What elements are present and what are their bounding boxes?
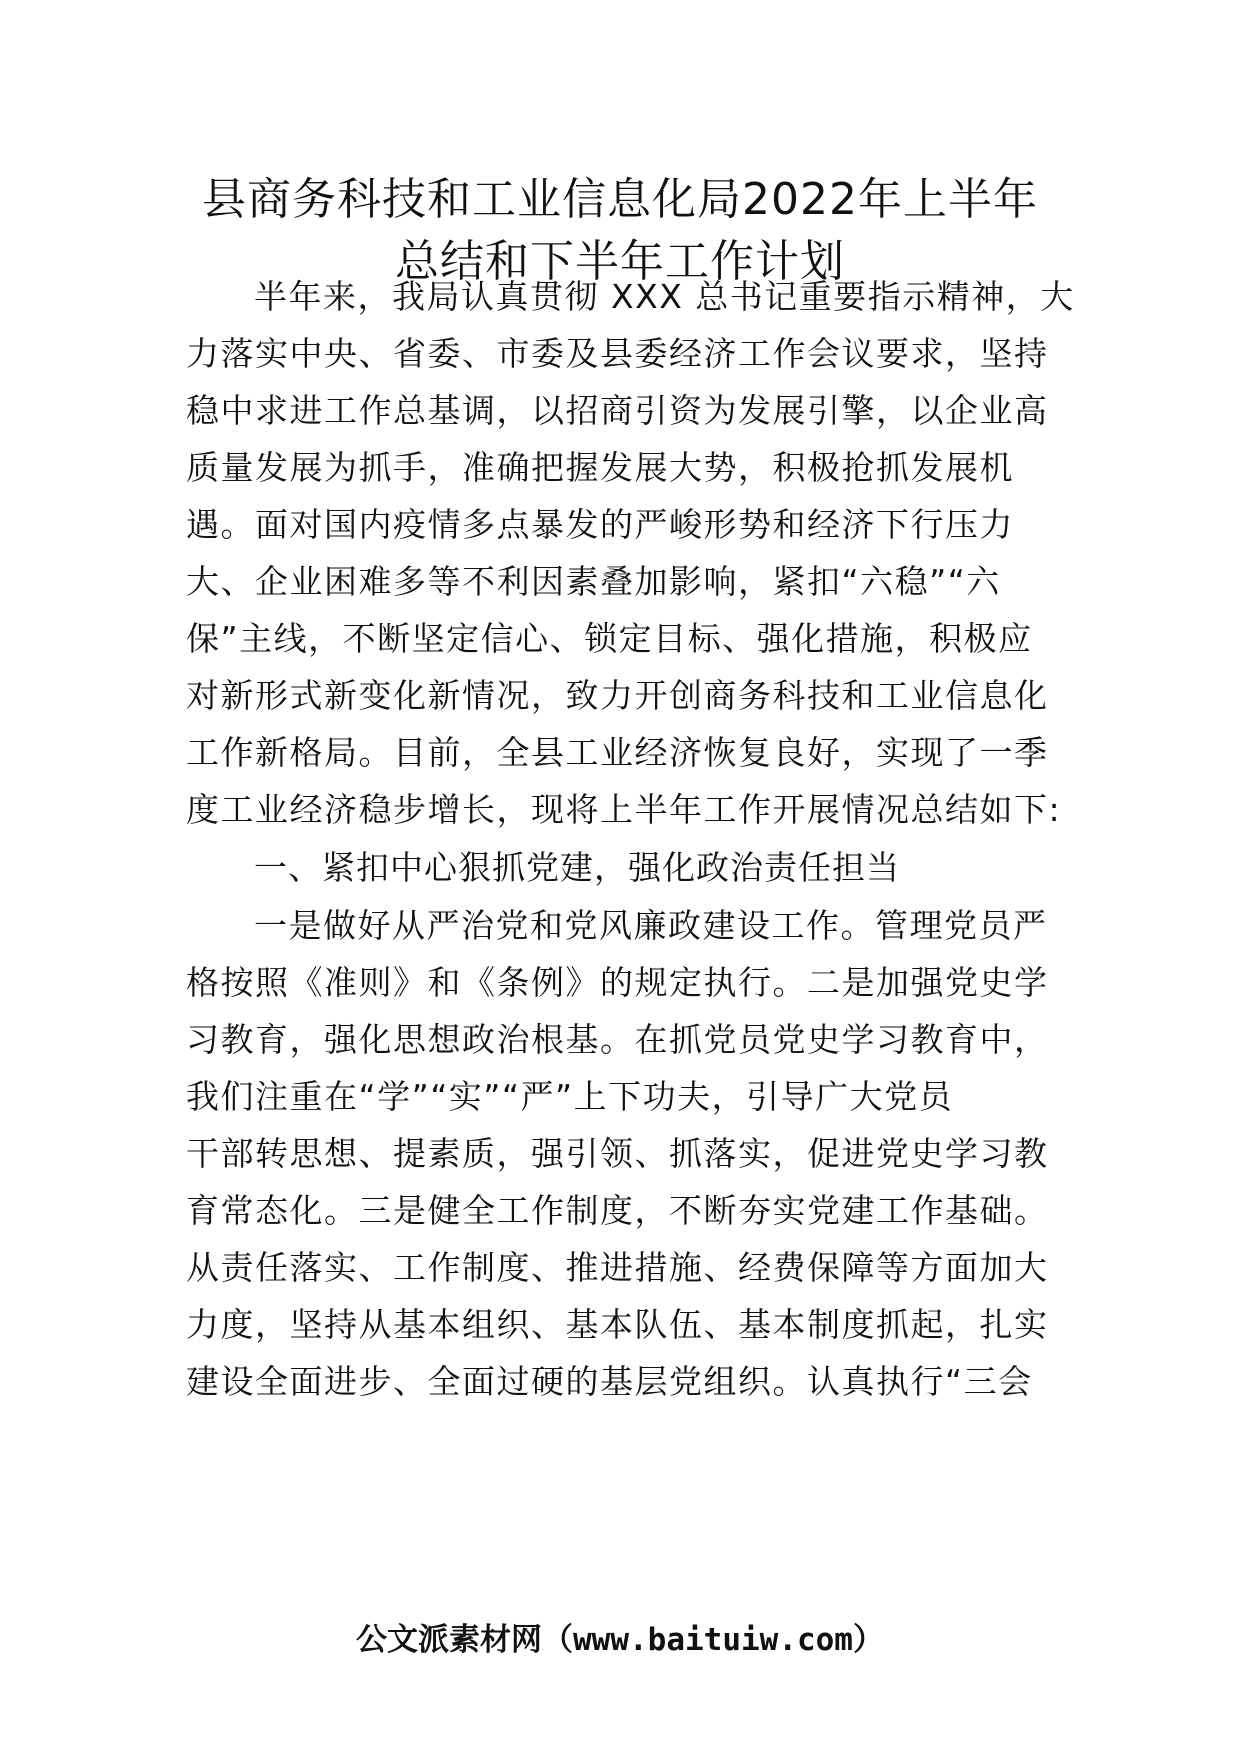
- document-title-line-2: 总结和下半年工作计划: [395, 236, 845, 287]
- body-line: 育常态化。三是健全工作制度，不断夯实党建工作基础。: [186, 1191, 1049, 1230]
- body-line: 对新形式新变化新情况，致力开创商务科技和工业信息化: [186, 676, 1049, 715]
- body-line: 建设全面进步、全面过硬的基层党组织。认真执行“三会: [186, 1362, 1033, 1401]
- body-line: 习教育，强化思想政治根基。在抓党员党史学习教育中，: [186, 1020, 1049, 1059]
- body-line: 工作新格局。目前，全县工业经济恢复良好，实现了一季: [186, 733, 1049, 772]
- body-line: 度工业经济稳步增长，现将上半年工作开展情况总结如下:: [186, 790, 1062, 829]
- body-line: 半年来，我局认真贯彻 XXX 总书记重要指示精神，大: [254, 277, 1075, 316]
- body-line: 从责任落实、工作制度、推进措施、经费保障等方面加大: [186, 1248, 1049, 1287]
- body-line: 一是做好从严治党和党风廉政建设工作。管理党员严: [254, 906, 1048, 945]
- body-line: 稳中求进工作总基调，以招商引资为发展引擎，以企业高: [186, 391, 1049, 430]
- body-line: 力落实中央、省委、市委及县委经济工作会议要求，坚持: [186, 334, 1049, 373]
- body-line: 大、企业困难多等不利因素叠加影响，紧扣“六稳”“六: [186, 562, 1001, 601]
- body-line: 我们注重在“学”“实”“严”上下功夫，引导广大党员: [186, 1077, 954, 1116]
- body-line: 保”主线，不断坚定信心、锁定目标、强化措施，积极应: [186, 619, 1033, 658]
- footer-site-name: 公文派素材网: [356, 1622, 543, 1658]
- body-line: 遇。面对国内疫情多点暴发的严峻形势和经济下行压力: [186, 505, 1014, 544]
- footer-url: www.baituiw.com: [573, 1622, 853, 1658]
- body-line: 干部转思想、提素质，强引领、抓落实，促进党史学习教: [186, 1134, 1049, 1173]
- footer-paren-close: ）: [852, 1622, 884, 1658]
- section-heading: 一、紧扣中心狠抓党建，强化政治责任担当: [254, 848, 900, 887]
- document-title-line-1: 县商务科技和工业信息化局2022年上半年: [202, 174, 1038, 225]
- footer-paren-open: （: [542, 1622, 574, 1658]
- body-line: 质量发展为抓手，准确把握发展大势，积极抢抓发展机: [186, 448, 1014, 487]
- body-line: 力度，坚持从基本组织、基本队伍、基本制度抓起，扎实: [186, 1305, 1049, 1344]
- footer-watermark: [0, 1620, 1240, 1660]
- body-line: 格按照《准则》和《条例》的规定执行。二是加强党史学: [186, 963, 1049, 1002]
